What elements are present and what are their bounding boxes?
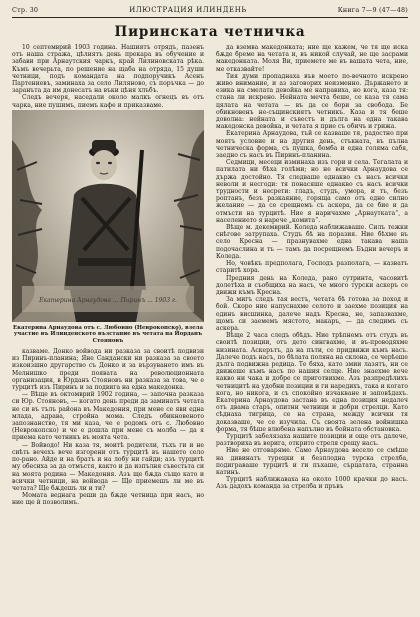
paragraph: 10 септемврий 1903 година. Нашиятъ отрядъ, пазенъ отъ нашa стража, цѣлиятъ день прекара въ обучение и забави при Арнаутския чаркъ, край Лилиновската рѣка. Къмъ вечерьта, по решение на щаба на отряда, 15 души четници, подъ командата на подпоручикъ Асенъ Партениевъ, заминаха за село Лиляново, съ поръчка — до заранъта да им донесатъ на въки цѣня хлъбъ. <box>12 44 204 95</box>
magazine-title: ИЛЮСТРАЦИЯ ИЛИНДЕНЬ <box>129 6 247 14</box>
paragraph: Екатерина Арнаудова, тъй се казваше тя, радостно при моятъ условие и на другия день, стъкната, въ пълна четническа форма, съ пушка, бомба и една голяма сабя, заедно съ насъ въ Пиринъ-планина. <box>216 130 408 160</box>
paragraph: Следъ вечеря, наседали около малкъ огнецъ въ отъ чарка, ние пушимъ, пиемъ кафе и приказваме. <box>12 94 204 109</box>
paragraph: Вѣще 2 часа следъ обѣдъ. Ние трѣпнемъ отъ студъ въ своитѣ позиции, отъ дето сингвахме, и въ-проводяхме низината. Аскерътъ, да на пъти, се придвижи къмъ насъ. Далече подъ насъ, по бѣлата поляна на склона, се черѣеше дълга подвижна редица. Те бяха, като змии лазятъ, ни се движеше къмъ насъ по нашия селце. Ние знаехме вече какво ни чака и добре се приготвихме. Азъ разпредѣлихъ четницитѣ на удобни позиции и ги наредихъ, така и когато кога, но никога, и съ спокойно изчакване и заповѣдахъ. Екатерина Арнаудова застана въ една позиция недалеч отъ двама старъ, опитни четници и добри стрелци. Като сѣднаха тигрица, се на страна, между всички тя доказваше, че се изучила. Съ своята зелена войнишка форма, тя бѣше влюбена напълно въ бойната обстановка. <box>216 332 408 433</box>
running-head <box>12 6 408 18</box>
paragraph: казваме. Донко войвода ни разказа за своитѣ подвизи из Пиринъ-планина; Яне Сандански ни разказа за своето изкоизшно другарство съ Донко и за вързуването имъ въ Мелнишко преди появата на революционната организация, в Юрданъ Стояновъ ни разказа за това, че е турцитѣ изъ Пиринъ и за подвига на една македонка. <box>12 348 204 392</box>
paragraph: Момата веднага реши да бѫде четница при насъ, но ние ще ѝ позволимъ. <box>12 492 204 507</box>
paragraph: Ние не отговаряме. Само Арнаудова весело се смѣше на дивинатъ турецки и безплодна турска стрелба, подиграваше турцитѣ и ги пъхаше, сърцатата, странна катинъ. <box>216 447 408 476</box>
article-columns <box>12 44 408 612</box>
right-column <box>216 44 408 612</box>
paragraph: Предния день на Коледа, рано сутринта, часовитѣ долетѣха и съобщиха на насъ, че много турски аскеръ се движи къмъ Кресна. <box>216 274 408 296</box>
issue-number: Книга 7—9 (47—48) <box>337 6 408 14</box>
paragraph: Тия думи пропаднаха във моето по-вечното искрено живо внимание, и аз заговорих неизменно. Държането и езика на смелата девойка ме направиха, но кога, каза тя: стана ли искрено. Нейната мечта беше, се каза тя сама цялата на четата — въ да се бори за свобода. Бе обикновенъ не-същинскиятъ четникъ. Каза и тя беше доволна: нейната и съвестъ и дълга на една такава македонска девойка, и четата я прие съ обичъ и грижа. <box>216 72 408 131</box>
article-title: Пиринската четничка <box>114 24 306 40</box>
left-top-text <box>12 44 204 109</box>
paragraph: Седмици, месеци изминаха изъ гори и села. Тегалата и патилата ни бѣха голѣми; но не всички Арнаудова се държа достойно. Тя следваше еднакво съ насъ всички неволи и несгоди: тя понасяше еднакво съ насъ всички трудности и несрети: гладъ, студъ, умора, и тъ, безъ роптанъ, безъ разкаяние, горяща само отъ едно силно желание — да се срещнемъ съ аскера, да се бие и да отмъсти на турцитѣ. Ние я наричахме „Арнаутката“, а населението я нарече „комита“. <box>216 159 408 224</box>
paragraph: Но, човѣкъ предполага, Господъ разполага, — казватъ старитѣ хора. <box>216 260 408 275</box>
photo-caption: Екатерина Арнаудова отъ с. Любовно (Неврокопско), взела участие въ Илинденското възстание въ четата на Йорданъ Стояновъ <box>13 324 203 344</box>
portrait-photo <box>12 110 204 322</box>
left-bottom-text <box>12 348 204 506</box>
paragraph: — Вѣще въ октомврий 1902 година, — започна разказа си Юр. Стояновъ, — когато день преди да заминатъ четата не си въ тълъ района въ Македония, при мене се яви една млада, адрава, стройна мома. Следъ обикновеното запознанство, тя ми каза, че е родомъ отъ с. Любовно (Неврокопско) и че е дошла при мене съ молба — да я приема като четникъ въ моята чета. <box>12 391 204 442</box>
paragraph: да вземва македонката; ние ще кажем, че тя ще иска бѫде бреме на четата и, въ никой случай, не ще засрами македонката. Моля Ви, приемете ме въ вашата чета, ние, ме отказвайте! <box>216 44 408 73</box>
paragraph: — Войводо! Ни каза тя, моитѣ родители, тъхъ ги и не сиѣть вечехъ вече изгорени отъ турцитѣ въ нашето село по-рано. Айде и на братъ и на лобу ни гайди; азъ турцитѣ му обесиха за да отмъстя, както и да изпълня съвестьта си на моята родина — Македония. Азъ ще бѫда също като и всички четници, на войвода — Ще приемешъ ли ме въ четата? Ще бѫдешъ ли и ти? <box>12 441 204 492</box>
portrait-photo-image <box>12 110 204 322</box>
page-number: Стр. 30 <box>12 6 39 14</box>
left-column <box>12 44 204 612</box>
paragraph: Турцитѣ забелязаха нашите позиции и още отъ далече, разтвориха въ верига, открито стреля срещу насъ. <box>216 432 408 448</box>
paragraph: Вѣще м. декемврий. Коледа наближаваше. Силъ тежки снѣгове затрупаха. Студъ бѣ на поразия. Ние бѣхме въ село Кресна — празнувахме една такава наша подочаслина и тъ — тамъ да посрещнемъ Бъдни вечеръ и Коледа. <box>216 224 408 260</box>
photo-inscription: Екатерина Арнаудова ... Пиринъ ... 1903 г. <box>39 296 177 304</box>
paragraph: Турцитѣ наближаваха на около 1000 крачки до насъ. Азъ дадохъ команда за стрелба и пръвъ <box>216 476 408 491</box>
paragraph: За мигъ следъ тая вестъ, четата бѣ готова за поход и бой. Скоро ние напуснахме селото и заехме позиция на единъ висшинка, далече надъ Кресна, не, запазвахме, щомъ си заемемъ мястото, макаръ, — да следимъ съ аскера. <box>216 296 408 332</box>
